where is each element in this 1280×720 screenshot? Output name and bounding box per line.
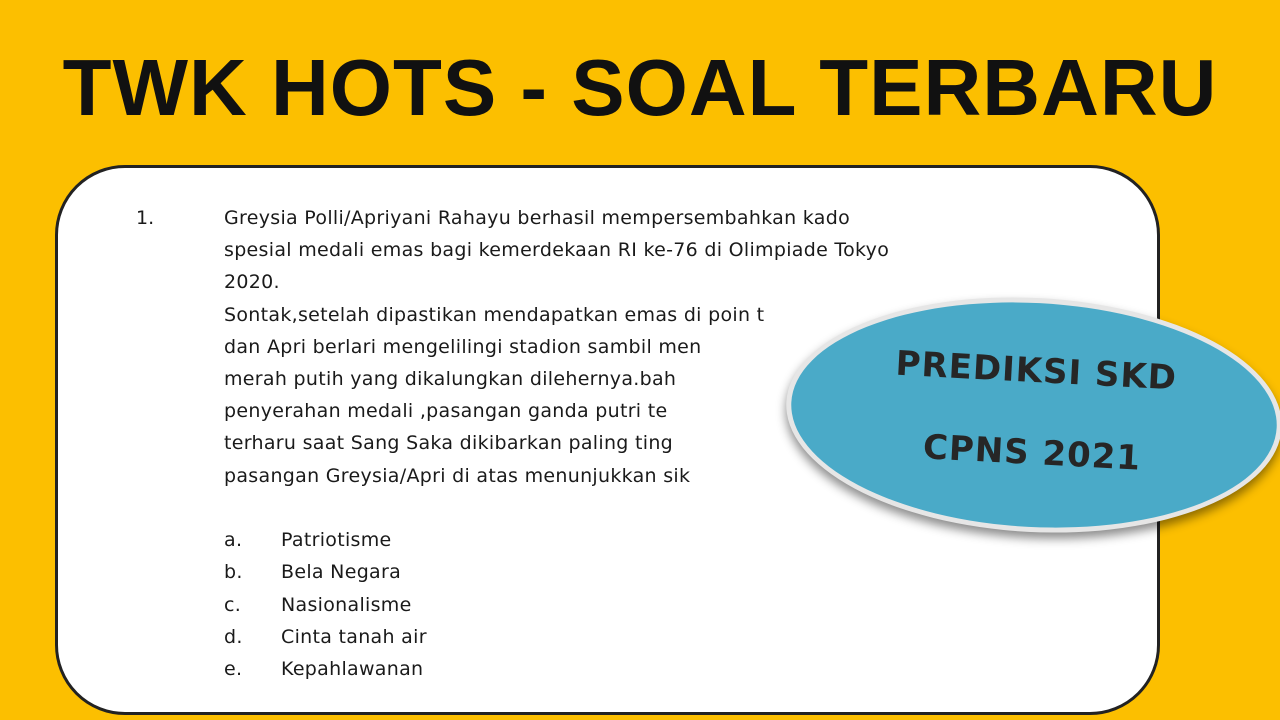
- question-line: Sontak,setelah dipastikan mendapatkan emas di poin t: [224, 303, 765, 326]
- question-line: terharu saat Sang Saka dikibarkan paling ting: [224, 432, 674, 455]
- question-line: Greysia Polli/Apriyani Rahayu berhasil mempersembahkan kado: [224, 207, 850, 229]
- option-text: Patriotisme: [281, 529, 392, 551]
- question-number: 1.: [136, 207, 155, 229]
- option-text: Kepahlawanan: [281, 658, 424, 681]
- badge-line-2: CPNS 2021: [921, 427, 1143, 479]
- option-letter: c.: [224, 593, 242, 616]
- option-text: Nasionalisme: [281, 593, 412, 616]
- question-line: dan Apri berlari mengelilingi stadion sambil men: [224, 335, 702, 358]
- question-line: merah putih yang dikalungkan dilehernya.bah: [224, 367, 677, 390]
- option-letter: b.: [224, 561, 243, 584]
- option-letter: a.: [224, 529, 243, 551]
- option-letter: d.: [224, 625, 243, 648]
- question-line: pasangan Greysia/Apri di atas menunjukkan sik: [224, 464, 691, 487]
- answer-option-c: [224, 589, 427, 621]
- answer-options: [224, 524, 427, 685]
- answer-option-e: [224, 653, 427, 685]
- question-line: penyerahan medali ,pasangan ganda putri te: [224, 400, 668, 423]
- question-line: 2020.: [224, 271, 280, 294]
- question-line: spesial medali emas bagi kemerdekaan RI ke-76 di Olimpiade Tokyo: [224, 239, 890, 262]
- option-letter: e.: [224, 658, 243, 681]
- answer-option-b: [224, 556, 427, 588]
- page-title: TWK HOTS - SOAL TERBARU: [62, 43, 1218, 132]
- option-text: Bela Negara: [281, 561, 402, 584]
- answer-option-a: [224, 524, 427, 556]
- badge-line-1: PREDIKSI SKD: [894, 343, 1178, 399]
- option-text: Cinta tanah air: [281, 625, 427, 648]
- answer-option-d: [224, 621, 427, 653]
